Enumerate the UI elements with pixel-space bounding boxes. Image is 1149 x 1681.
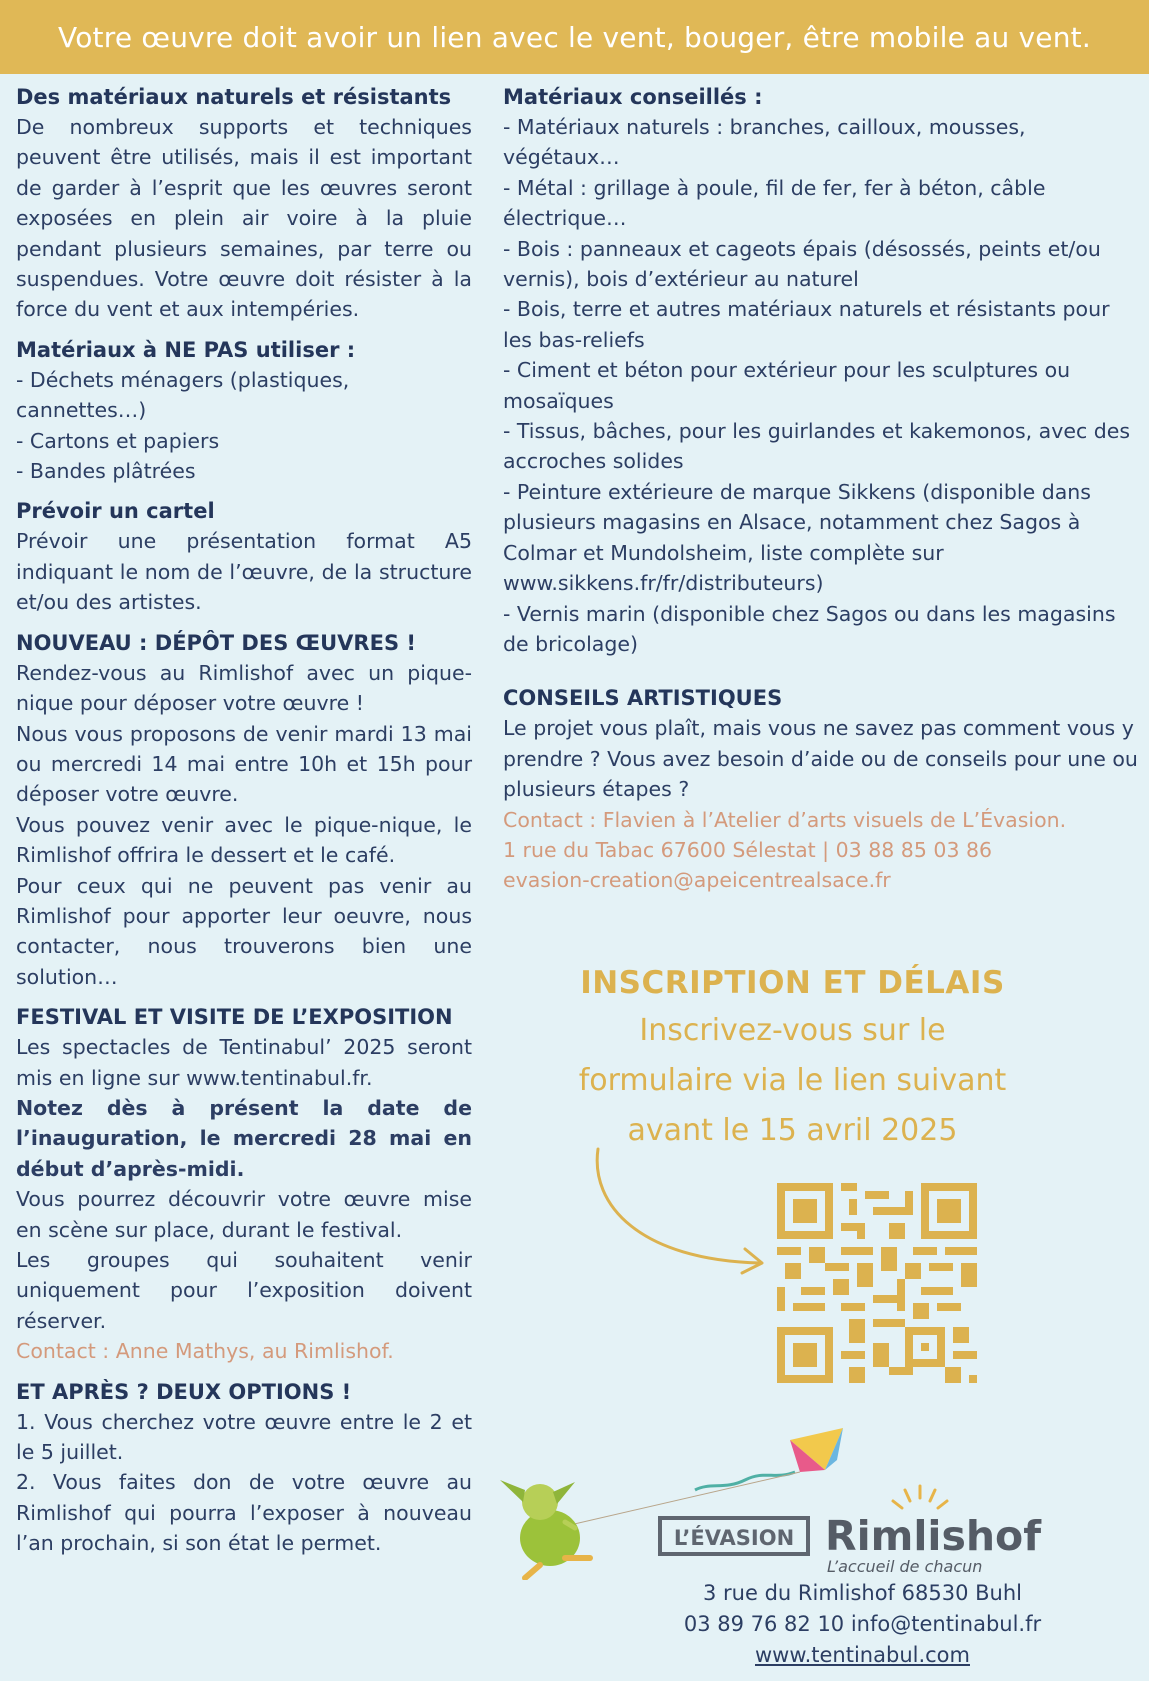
- left-column: [16, 82, 472, 1569]
- list-item: - Cartons et papiers: [16, 428, 220, 453]
- list-item: - Métal : grillage à poule, fil de fer, fer à béton, câble électrique…: [503, 175, 1046, 231]
- section-artistic-advice: [503, 683, 1143, 895]
- section-depot: [16, 628, 472, 992]
- section-title: Matériaux conseillés :: [503, 85, 763, 109]
- list-item: - Vernis marin (disponible chez Sagos ou dans les magasins de bricolage): [503, 601, 1116, 656]
- list-item: - Bois : panneaux et cageots épais (désossés, peints et/ou vernis), bois d’extérieur au naturel: [503, 236, 1101, 292]
- rimlishof-logo: [825, 1486, 1042, 1576]
- address-line: 3 rue du Rimlishof 68530 Buhl: [703, 1581, 1022, 1605]
- website-link[interactable]: www.tentinabul.com: [755, 1643, 970, 1667]
- section-title: Des matériaux naturels et résistants: [16, 85, 452, 109]
- list-item: - Ciment et béton pour extérieur pour les sculptures ou mosaïques: [503, 358, 1071, 413]
- paragraph: 2. Vous faites don de votre œuvre au Rimlishof qui pourra l’exposer à nouveau l’an prochain, si son état le permet.: [16, 1470, 472, 1556]
- qr-code[interactable]: [777, 1183, 977, 1383]
- paragraph-bold: Notez dès à présent la date de l’inauguration, le mercredi 28 mai en début d’après-midi.: [16, 1095, 472, 1181]
- logos-area: [495, 1410, 1145, 1584]
- top-banner: Votre œuvre doit avoir un lien avec le vent, bouger, être mobile au vent.: [0, 0, 1149, 74]
- kite-icon: [695, 1428, 843, 1490]
- paragraph: Nous vous proposons de venir mardi 13 mai ou mercredi 14 mai entre 10h et 15h pour déposer votre œuvre.: [16, 721, 472, 807]
- list-item: - Matériaux naturels : branches, cailloux, mousses, végétaux…: [503, 115, 1026, 170]
- section-text: Le projet vous plaît, mais vous ne savez pas comment vous y prendre ? Vous avez besoin d’aide ou de conseils pour une ou plusieurs étapes ?: [503, 716, 1138, 802]
- section-title: CONSEILS ARTISTIQUES: [503, 686, 783, 711]
- section-options: [16, 1377, 472, 1559]
- section-text: Prévoir une présentation format A5 indiquant le nom de l’œuvre, de la structure et/ou des artistes.: [16, 529, 472, 615]
- evasion-logo: [660, 1518, 808, 1554]
- section-title: Prévoir un cartel: [16, 499, 215, 524]
- section-title: FESTIVAL ET VISITE DE L’EXPOSITION: [16, 1005, 453, 1030]
- paragraph: Les spectacles de Tentinabul’ 2025 seront mis en ligne sur www.tentinabul.fr.: [16, 1035, 472, 1090]
- contact-email[interactable]: evasion-creation@apeicentrealsace.fr: [503, 868, 891, 893]
- inscription-block: [520, 960, 1065, 1156]
- list-item: - Peinture extérieure de marque Sikkens (disponible dans plusieurs magasins en Alsace, notamment chez Sagos à Colmar et Mundolsheim, liste complète sur www.sikkens.fr/fr/distributeurs): [503, 479, 1091, 596]
- inscription-title: INSCRIPTION ET DÉLAIS: [580, 965, 1005, 1001]
- list-item: - Bandes plâtrées: [16, 459, 196, 484]
- inscription-line: avant le 15 avril 2025: [627, 1113, 958, 1148]
- contact-text: Contact : Anne Mathys, au Rimlishof.: [16, 1339, 394, 1364]
- svg-text:Rimlishof: Rimlishof: [825, 1512, 1042, 1560]
- curved-arrow-icon: [590, 1145, 770, 1275]
- paragraph: Vous pouvez venir avec le pique-nique, le Rimlishof offrira le dessert et le café.: [16, 812, 472, 868]
- section-recommended-materials: [503, 82, 1143, 659]
- paragraph: Rendez-vous au Rimlishof avec un pique-nique pour déposer votre œuvre !: [16, 660, 472, 716]
- section-festival: [16, 1002, 472, 1366]
- elf-character-icon: [500, 1480, 590, 1578]
- kite-character-illustration: [495, 1410, 1145, 1580]
- contact-address: 1 rue du Tabac 67600 Sélestat | 03 88 85 03 86: [503, 837, 993, 862]
- list-item: - Déchets ménagers (plastiques, cannettes…): [16, 367, 350, 423]
- inscription-line: Inscrivez-vous sur le: [639, 1013, 946, 1048]
- section-forbidden-materials: [16, 335, 472, 487]
- svg-text:L’accueil de chacun: L’accueil de chacun: [827, 1557, 983, 1576]
- paragraph: Les groupes qui souhaitent venir uniquement pour l’exposition doivent réserver.: [16, 1248, 472, 1333]
- section-title: NOUVEAU : DÉPÔT DES ŒUVRES !: [16, 630, 416, 655]
- paragraph: 1. Vous cherchez votre œuvre entre le 2 et le 5 juillet.: [16, 1409, 472, 1465]
- section-natural-materials: [16, 82, 472, 325]
- right-column: [503, 82, 1143, 906]
- svg-text:L’ÉVASION: L’ÉVASION: [673, 1526, 795, 1550]
- footer-address: [640, 1578, 1085, 1671]
- section-cartel: [16, 496, 472, 617]
- section-text: De nombreux supports et techniques peuvent être utilisés, mais il est important de garder à l’esprit que les œuvres seront exposées en plein air voire à la pluie pendant plusieurs semaines, par terre ou suspendues. Votre œuvre doit résister à la force du vent et aux intempéries.: [16, 115, 472, 322]
- list-item: - Tissus, bâches, pour les guirlandes et kakemonos, avec des accroches solides: [503, 419, 1131, 474]
- inscription-line: formulaire via le lien suivant: [578, 1063, 1007, 1098]
- contact-text: Contact : Flavien à l’Atelier d’arts visuels de L’Évasion.: [503, 807, 1067, 832]
- paragraph: Vous pourrez découvrir votre œuvre mise en scène sur place, durant le festival.: [16, 1187, 472, 1242]
- list-item: - Bois, terre et autres matériaux naturels et résistants pour les bas-reliefs: [503, 297, 1110, 352]
- section-title: Matériaux à NE PAS utiliser :: [16, 337, 356, 362]
- contact-line: 03 89 76 82 10 info@tentinabul.fr: [683, 1612, 1042, 1636]
- section-title: ET APRÈS ? DEUX OPTIONS !: [16, 1379, 352, 1404]
- paragraph: Pour ceux qui ne peuvent pas venir au Rimlishof pour apporter leur oeuvre, nous contacter, nous trouverons bien une solution…: [16, 873, 472, 989]
